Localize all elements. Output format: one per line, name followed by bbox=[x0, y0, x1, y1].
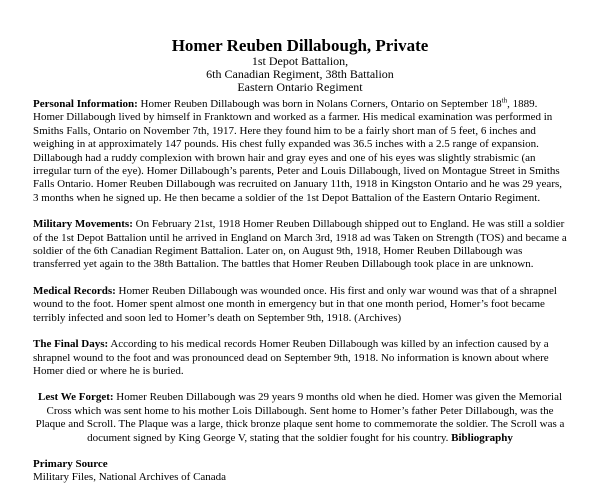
primary-source-heading: Primary Source bbox=[33, 457, 108, 470]
subtitle-line-2: 6th Canadian Regiment, 38th Battalion bbox=[206, 67, 394, 81]
section-personal-information bbox=[33, 98, 567, 205]
personal-information-text-after-superscript: , 1889. Homer Dillabough lived by himself in Franktown and worked as a farmer. His medical examination was performed in Smiths Falls, Ontario on November 7th, 1917. Here they found him to be a fairly short man of 5 feet, 6 inches and weighing in at approximately 147 pounds. His chest fully expanded was 36.5 inches with a 2.5 range of expansion. Dillabough had a ruddy complexion with brown hair and gray eyes and one of his eyes was slightly strabismic (an irregular turn of the eye). Homer Dillabough’s parents, Peter and Louis Dillabough, lived on Montague Street in Smiths Falls Ontario. Homer Reuben Dillabough was recruited on January 11th, 1918 in Kingston Ontario and he was 29 years, 3 months when he signed up. He then became a soldier of the 1st Depot Battalion of the Eastern Ontario Regiment. bbox=[33, 98, 563, 204]
final-days-label: The Final Days: bbox=[33, 338, 109, 351]
personal-information-text-before-superscript: Homer Reuben Dillabough was born in Nolans Corners, Ontario on September 18 bbox=[137, 98, 502, 110]
lest-we-forget-label: Lest We Forget: bbox=[37, 391, 114, 404]
lest-we-forget-text: Homer Reuben Dillabough was 29 years 9 months old when he died. Homer was given the Memorial Cross which was sent home to his mother Lois Dillabough. Sent home to Homer’s father Peter Dillabough, was the Plaque and Scroll. The Plaque was a large, thick bronze plaque sent home to commemorate the soldier. The Scroll was a document signed by King George V, stating that the soldier fought for his country. bbox=[35, 391, 565, 444]
section-medical-records bbox=[33, 285, 567, 325]
subtitle-line-1: 1st Depot Battalion, bbox=[251, 54, 349, 68]
ordinal-superscript: th bbox=[501, 96, 508, 105]
bibliography-inline-heading: Bibliography bbox=[451, 431, 513, 444]
section-military-movements bbox=[33, 218, 567, 272]
document-title: Homer Reuben Dillabough, Private bbox=[171, 36, 429, 55]
final-days-text: According to his medical records Homer Reuben Dillabough was killed by an infection caused by a shrapnel wound to the foot and was pronounced dead on September 9th, 1918. No information is known about where Homer died or where he is buried. bbox=[33, 338, 549, 377]
subtitle-line-3: Eastern Ontario Regiment bbox=[237, 80, 363, 94]
section-lest-we-forget bbox=[33, 391, 567, 445]
section-final-days bbox=[33, 338, 567, 378]
medical-records-text: Homer Reuben Dillabough was wounded once. His first and only war wound was that of a shrapnel wound to the foot. Homer spent almost one month in emergency but in that one month period, Homer’s foot became terribly infected and soon led to Homer’s death on September 9th, 1918. (Archives) bbox=[33, 284, 557, 324]
section-bibliography bbox=[33, 458, 567, 485]
military-movements-text: On February 21st, 1918 Homer Reuben Dillabough shipped out to England. He was still a soldier of the 1st Depot Battalion until he arrived in England on March 3rd, 1918 ad was Taken on Strength (TOS) and became a soldier of the 6th Canadian Regiment Battalion. Later on, on August 9th, 1918, Homer Reuben Dillabough was transferred yet again to the 38th Battalion. The battles that Homer Reuben Dillabough took place in are unknown. bbox=[33, 218, 567, 271]
primary-source-text: Military Files, National Archives of Canada bbox=[33, 471, 227, 484]
medical-records-label: Medical Records: bbox=[33, 284, 116, 297]
personal-information-label: Personal Information: bbox=[33, 98, 138, 110]
military-movements-label: Military Movements: bbox=[33, 218, 133, 231]
